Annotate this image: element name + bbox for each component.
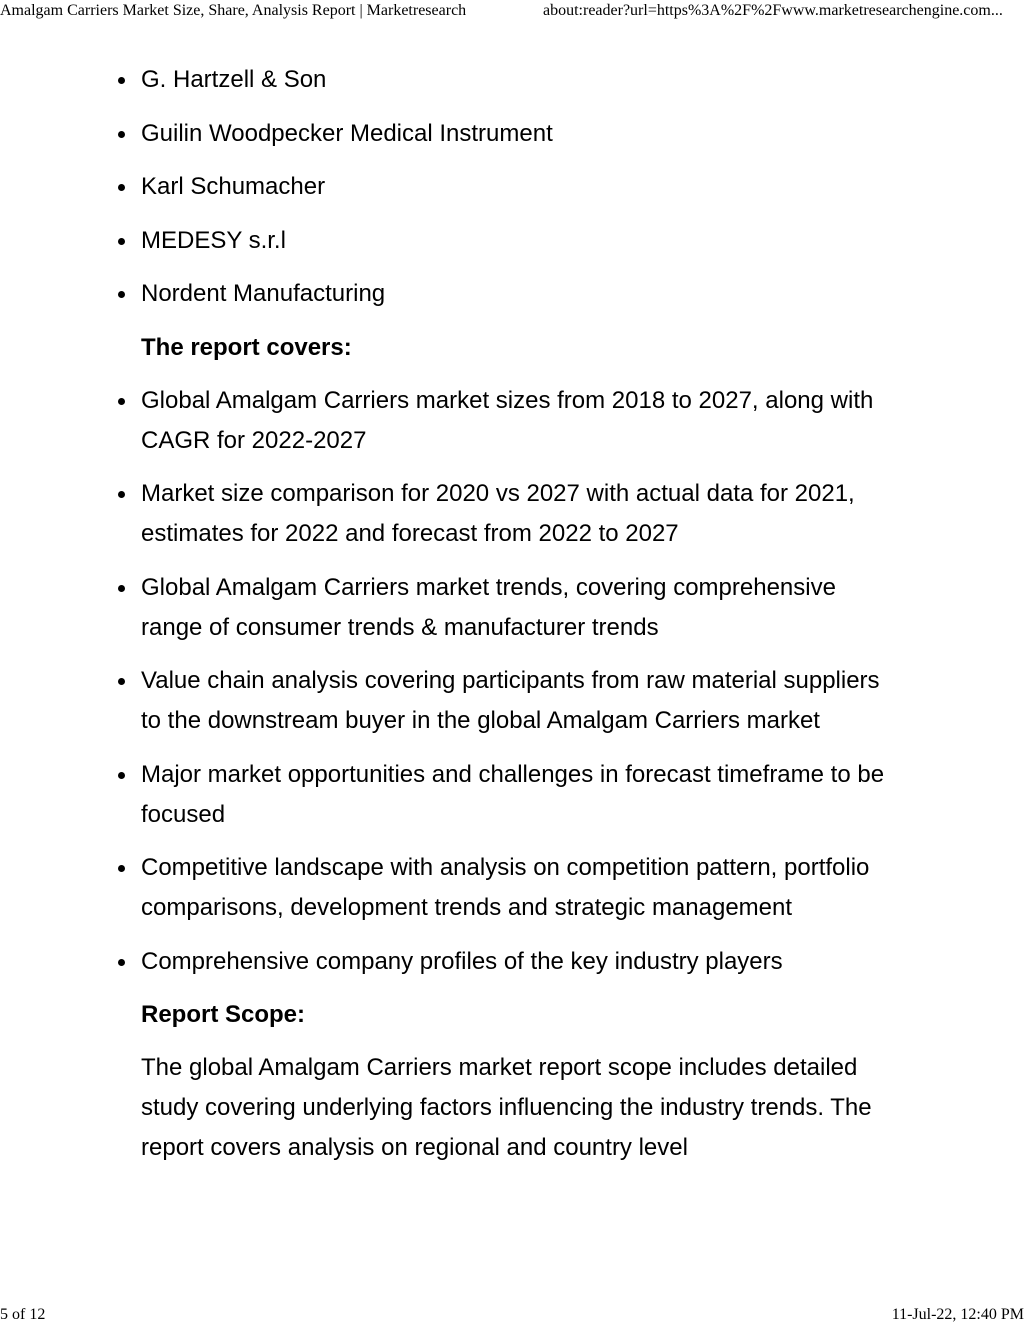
print-header (0, 0, 1024, 24)
page-url: about:reader?url=https%3A%2F%2Fwww.marketresearchengine.com... (543, 2, 1003, 19)
print-footer (0, 1305, 1024, 1325)
list-item: Competitive landscape with analysis on competition pattern, portfolio comparisons, development trends and strategic management (141, 848, 891, 928)
list-item: Nordent Manufacturing (141, 274, 891, 314)
list-item: Guilin Woodpecker Medical Instrument (141, 114, 891, 154)
list-item: G. Hartzell & Son (141, 60, 891, 100)
list-item: MEDESY s.r.l (141, 221, 891, 261)
list-item: Value chain analysis covering participants from raw material suppliers to the downstream buyer in the global Amalgam Carriers market (141, 661, 891, 741)
scope-paragraph: The global Amalgam Carriers market report scope includes detailed study covering underlying factors influencing the industry trends. The report covers analysis on regional and country level (141, 1054, 872, 1161)
document-title: Amalgam Carriers Market Size, Share, Analysis Report | Marketresearch (0, 2, 467, 19)
covers-heading: The report covers: (141, 333, 352, 361)
list-item: Karl Schumacher (141, 167, 891, 207)
company-list (141, 60, 891, 314)
print-datetime: 11-Jul-22, 12:40 PM (891, 1306, 1024, 1323)
page-number: 5 of 12 (0, 1306, 46, 1323)
list-item: Global Amalgam Carriers market sizes from 2018 to 2027, along with CAGR for 2022-2027 (141, 381, 891, 461)
covers-list (141, 381, 891, 982)
list-item: Global Amalgam Carriers market trends, covering comprehensive range of consumer trends & manufacturer trends (141, 568, 891, 648)
article-content (141, 60, 891, 1168)
list-item: Major market opportunities and challenges in forecast timeframe to be focused (141, 755, 891, 835)
list-item: Comprehensive company profiles of the key industry players (141, 942, 891, 982)
list-item: Market size comparison for 2020 vs 2027 with actual data for 2021, estimates for 2022 and forecast from 2022 to 2027 (141, 474, 891, 554)
scope-heading: Report Scope: (141, 1001, 306, 1028)
